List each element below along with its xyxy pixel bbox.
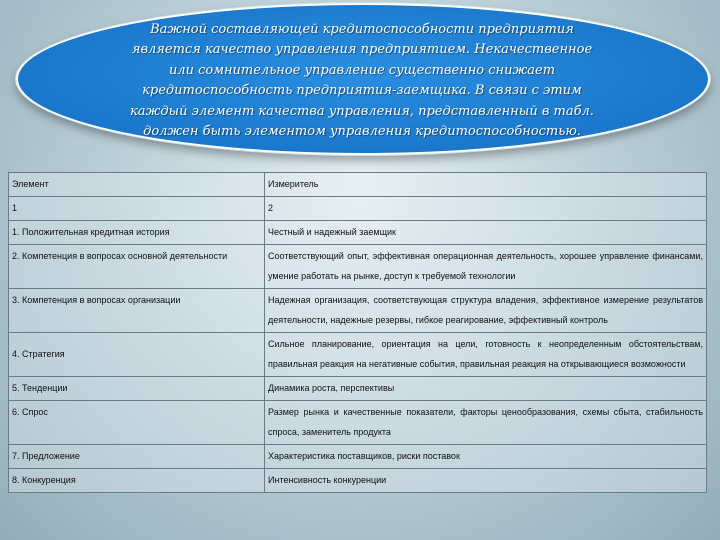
measure-cell: Честный и надежный заемщик — [265, 221, 707, 245]
intro-line: Важной составляющей кредитоспособности предприятия — [150, 22, 574, 37]
element-cell: 5. Тенденции — [9, 377, 265, 401]
intro-line: кредитоспособность предприятия-заемщика. В связи с этим — [142, 83, 582, 99]
measure-cell: Динамика роста, перспективы — [265, 377, 707, 401]
element-cell: 6. Спрос — [9, 401, 265, 445]
element-cell: 8. Конкуренция — [9, 469, 265, 493]
table-row — [9, 377, 707, 401]
intro-line: каждый элемент качества управления, представленный в табл. — [130, 103, 594, 119]
element-cell: 1. Положительная кредитная история — [9, 221, 265, 245]
intro-text — [112, 20, 612, 142]
table-header-row — [9, 173, 707, 197]
element-cell: 4. Стратегия — [9, 333, 265, 377]
measure-cell: Надежная организация, соответствующая структура владения, эффективное измерение результатов деятельности, надежные резервы, гибкое реагирование, эффективный контроль — [265, 289, 707, 333]
measure-cell: Соответствующий опыт, эффективная операционная деятельность, хорошее управление финансами, умение работать на рынке, доступ к требуемой технологии — [265, 245, 707, 289]
intro-line: является качество управления предприятием. Некачественное — [131, 42, 593, 58]
header-measure: Измеритель — [265, 173, 707, 197]
column-number: 1 — [9, 197, 265, 221]
table-row — [9, 445, 707, 469]
measure-cell: Размер рынка и качественные показатели, факторы ценообразования, схемы сбыта, стабильность спроса, заменитель продукта — [265, 401, 707, 445]
table-row — [9, 289, 707, 333]
table-row — [9, 221, 707, 245]
element-cell: 3. Компетенция в вопросах организации — [9, 289, 265, 333]
intro-line: или сомнительное управление существенно снижает — [168, 62, 556, 78]
header-element: Элемент — [9, 173, 265, 197]
table-row — [9, 333, 707, 377]
measure-cell: Интенсивность конкуренции — [265, 469, 707, 493]
element-cell: 7. Предложение — [9, 445, 265, 469]
table-row — [9, 401, 707, 445]
element-cell: 2. Компетенция в вопросах основной деятельности — [9, 245, 265, 289]
table-row — [9, 469, 707, 493]
measure-cell: Сильное планирование, ориентация на цели, готовность к неопределенным обстоятельствам, правильная реакция на негативные события, правильная реакция на открывающиеся возможности — [265, 333, 707, 377]
table-number-row — [9, 197, 707, 221]
intro-line: должен быть элементом управления кредитоспособностью. — [143, 124, 581, 140]
column-number: 2 — [265, 197, 707, 221]
quality-elements-table — [8, 172, 707, 493]
measure-cell: Характеристика поставщиков, риски поставок — [265, 445, 707, 469]
table-row — [9, 245, 707, 289]
